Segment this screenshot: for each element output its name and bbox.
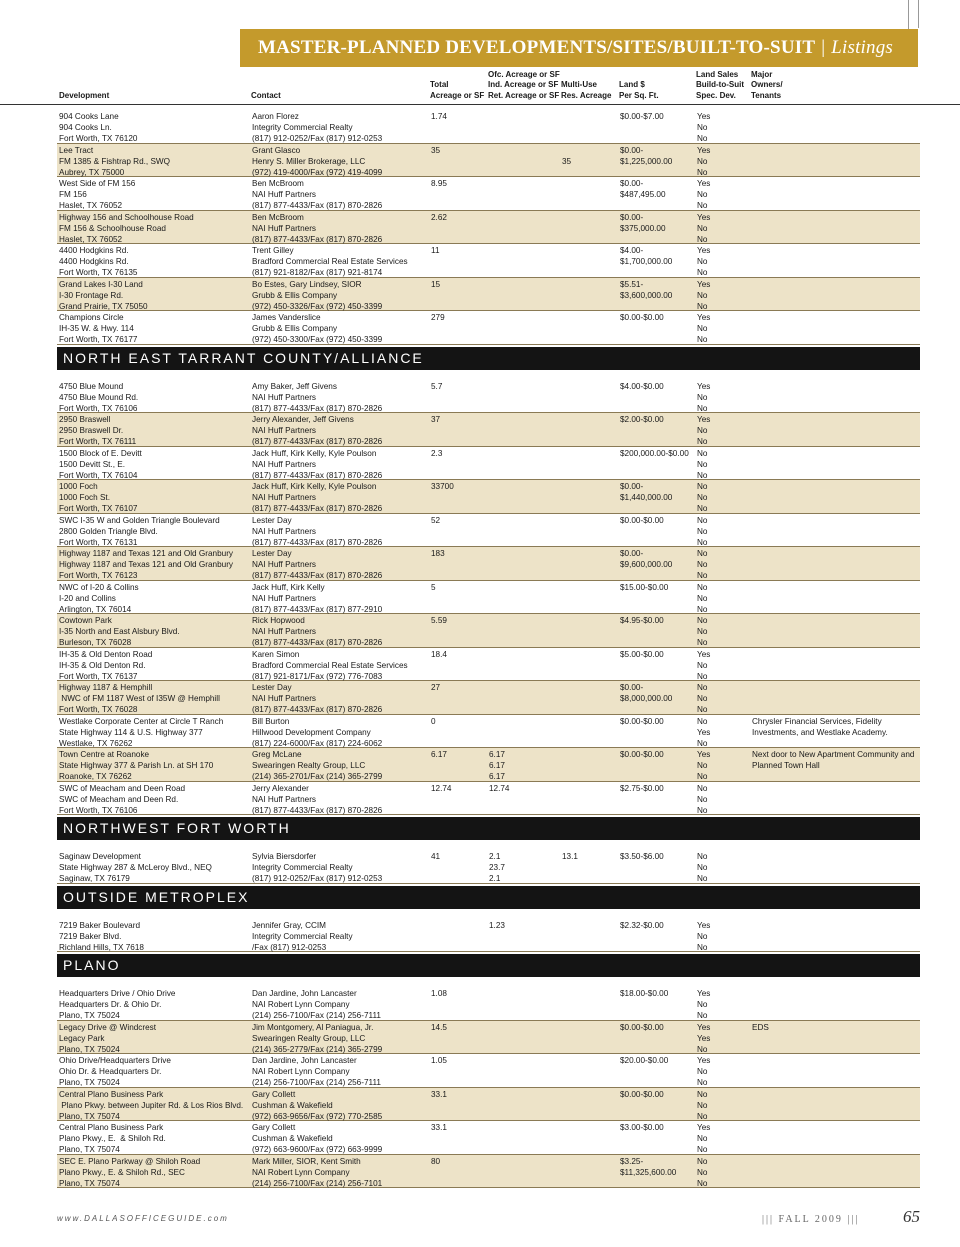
cell-total: 18.4 xyxy=(431,649,447,659)
cell-ofc: 1.23 xyxy=(489,920,505,930)
cell-development: Town Centre at Roanoke State Highway 377 & Parish Ln. at SH 170 Roanoke, TX 76262 xyxy=(59,750,214,781)
cell-land-price: $0.00-$0.00 xyxy=(620,1022,664,1032)
col-multi: Multi-Use Res. Acreage xyxy=(561,80,612,100)
page-banner xyxy=(240,29,918,67)
cell-build-to-suit: No No No xyxy=(697,482,708,513)
cell-development: 7219 Baker Boulevard 7219 Baker Blvd. Richland Hills, TX 7618 xyxy=(59,920,144,952)
table-row xyxy=(57,1121,920,1155)
cell-land-price: $0.00- $1,440,000.00 xyxy=(620,482,673,502)
col-ofc: Ofc. Acreage or SF Ind. Acreage or SF Ret. Acreage or SF xyxy=(488,69,560,100)
table-row xyxy=(57,177,920,211)
table-row xyxy=(57,514,920,548)
cell-major-tenants: Chrysler Financial Services, Fidelity Investments, and Westlake Academy. xyxy=(752,716,888,737)
cell-build-to-suit: No Yes No xyxy=(697,716,711,748)
banner-separator: | xyxy=(821,37,826,58)
cell-contact: Jennifer Gray, CCIM Integrity Commercial Realty /Fax (817) 912-0253 xyxy=(252,920,353,952)
cell-land-price: $0.00-$0.00 xyxy=(620,716,664,726)
cell-total: 80 xyxy=(431,1156,441,1166)
section-header: PLANO xyxy=(57,954,920,977)
table-row xyxy=(57,581,920,615)
cell-build-to-suit: Yes No No xyxy=(697,145,711,177)
column-header-row xyxy=(0,70,960,105)
cell-build-to-suit: Yes No No xyxy=(697,1056,711,1087)
cell-multi-use: 35 xyxy=(562,156,572,166)
cell-development: Ohio Drive/Headquarters Drive Ohio Dr. & Headquarters Dr. Plano, TX 75024 xyxy=(59,1056,171,1087)
cell-build-to-suit: Yes No No xyxy=(697,313,711,344)
table-row xyxy=(57,447,920,481)
cell-contact: Amy Baker, Jeff Givens NAI Huff Partners (817) 877-4433/Fax (817) 870-2826 xyxy=(252,381,383,413)
cell-land-price: $18.00-$0.00 xyxy=(620,989,669,998)
cell-total: 27 xyxy=(431,683,441,692)
cell-build-to-suit: Yes No No xyxy=(697,381,711,413)
cell-total: 37 xyxy=(431,415,441,424)
cell-development: Highway 1187 & Hemphill NWC of FM 1187 West of I35W @ Hemphill Fort Worth, TX 76028 xyxy=(59,683,220,714)
cell-build-to-suit: No No No xyxy=(697,852,708,883)
cell-total: 1.08 xyxy=(431,989,447,998)
cell-contact: Trent Gilley Bradford Commercial Real Estate Services (817) 921-8182/Fax (817) 921-8174 xyxy=(252,246,408,277)
page-number: 65 xyxy=(903,1207,920,1226)
cell-build-to-suit: No No No xyxy=(697,549,708,580)
cell-land-price: $0.00-$0.00 xyxy=(620,313,664,322)
cell-total: 33.1 xyxy=(431,1123,447,1132)
cell-development: 4400 Hodgkins Rd. 4400 Hodgkins Rd. Fort Worth, TX 76135 xyxy=(59,246,138,277)
section-header: NORTHWEST FORT WORTH xyxy=(57,817,920,840)
table-row xyxy=(57,547,920,581)
table-row xyxy=(57,278,920,312)
table-row xyxy=(57,850,920,884)
cell-land-price: $0.00- $9,600,000.00 xyxy=(620,549,673,569)
cell-land-price: $200,000.00-$0.00 xyxy=(620,448,689,458)
cell-development: Lee Tract FM 1385 & Fishtrap Rd., SWQ Aubrey, TX 75000 xyxy=(59,145,171,177)
cell-total: 1.74 xyxy=(431,112,447,121)
cell-land-price: $2.00-$0.00 xyxy=(620,415,664,424)
cell-land-price: $2.75-$0.00 xyxy=(620,783,664,793)
cell-contact: Bo Estes, Gary Lindsey, SIOR Grubb & Ellis Company (972) 450-3326/Fax (972) 450-3399 xyxy=(252,279,383,311)
cell-major-tenants: Next door to New Apartment Community and Planned Town Hall xyxy=(752,750,915,770)
cell-contact: Dan Jardine, John Lancaster NAI Robert Lynn Company (214) 256-7100/Fax (214) 256-7111 xyxy=(252,989,381,1020)
cell-build-to-suit: Yes No No xyxy=(697,112,711,143)
table-row xyxy=(57,919,920,953)
footer-issue: ||| FALL 2009 ||| xyxy=(762,1214,860,1225)
cell-total: 2.3 xyxy=(431,448,443,458)
cell-contact: Bill Burton Hillwood Development Company (817) 224-6000/Fax (817) 224-6062 xyxy=(252,716,383,748)
table-row xyxy=(57,614,920,648)
cell-contact: James Vanderslice Grubb & Ellis Company (972) 450-3300/Fax (972) 450-3399 xyxy=(252,313,383,344)
cell-land-price: $5.00-$0.00 xyxy=(620,649,664,659)
cell-contact: Sylvia Biersdorfer Integrity Commercial Realty (817) 912-0252/Fax (817) 912-0253 xyxy=(252,852,383,883)
cell-total: 35 xyxy=(431,145,441,155)
table-row xyxy=(57,782,920,816)
cell-build-to-suit: Yes No No xyxy=(697,212,711,244)
cell-development: Central Plano Business Park Plano Pkwy. between Jupiter Rd. & Los Rios Blvd. Plano, TX 75074 xyxy=(59,1089,244,1121)
cell-land-price: $4.00- $1,700,000.00 xyxy=(620,246,673,266)
cell-land-price: $0.00- $1,225,000.00 xyxy=(620,145,673,166)
cell-development: Highway 1187 and Texas 121 and Old Granbury Highway 1187 and Texas 121 and Old Granbury Fort Worth, TX 76123 xyxy=(59,549,234,580)
cell-total: 279 xyxy=(431,313,445,322)
cell-development: 1000 Foch 1000 Foch St. Fort Worth, TX 76107 xyxy=(59,482,138,513)
cell-land-price: $0.00-$7.00 xyxy=(620,112,664,121)
col-contact: Contact xyxy=(251,90,281,100)
cell-contact: Ben McBroom NAI Huff Partners (817) 877-4433/Fax (817) 870-2826 xyxy=(252,179,383,210)
cell-build-to-suit: No No No xyxy=(697,616,708,647)
cell-land-price: $3.00-$0.00 xyxy=(620,1123,664,1132)
cell-build-to-suit: No No No xyxy=(697,683,708,714)
cell-contact: Lester Day NAI Huff Partners (817) 877-4433/Fax (817) 870-2826 xyxy=(252,549,383,580)
table-row xyxy=(57,244,920,278)
col-major: Major Owners/ Tenants xyxy=(751,69,783,100)
cell-build-to-suit: Yes No No xyxy=(697,279,711,311)
cell-land-price: $0.00-$0.00 xyxy=(620,750,664,759)
cell-land-price: $0.00- $375,000.00 xyxy=(620,212,666,233)
cell-development: Headquarters Drive / Ohio Drive Headquarters Dr. & Ohio Dr. Plano, TX 75024 xyxy=(59,989,176,1020)
cell-build-to-suit: Yes No No xyxy=(697,246,711,277)
table-row xyxy=(57,715,920,749)
cell-development: Champions Circle IH-35 W. & Hwy. 114 Fort Worth, TX 76177 xyxy=(59,313,138,344)
cell-contact: Rick Hopwood NAI Huff Partners (817) 877-4433/Fax (817) 870-2826 xyxy=(252,616,383,647)
top-rule-2 xyxy=(918,0,919,28)
cell-land-price: $0.00-$0.00 xyxy=(620,515,664,525)
cell-development: SWC of Meacham and Deen Road SWC of Meacham and Deen Rd. Fort Worth, TX 76106 xyxy=(59,783,186,815)
col-development: Development xyxy=(59,90,110,100)
cell-land-price: $0.00- $487,495.00 xyxy=(620,179,666,199)
cell-build-to-suit: Yes No No xyxy=(697,179,711,210)
cell-contact: Jerry Alexander NAI Huff Partners (817) 877-4433/Fax (817) 870-2826 xyxy=(252,783,383,815)
cell-development: Legacy Drive @ Windcrest Legacy Park Plano, TX 75024 xyxy=(59,1022,157,1054)
banner-title: MASTER-PLANNED DEVELOPMENTS/SITES/BUILT-TO-SUIT xyxy=(258,37,816,58)
cell-ofc: 2.1 23.7 2.1 xyxy=(489,852,505,883)
cell-development: SWC I-35 W and Golden Triangle Boulevard 2800 Golden Triangle Blvd. Fort Worth, TX 76131 xyxy=(59,515,220,547)
cell-build-to-suit: Yes No No xyxy=(697,1123,711,1154)
col-land: Land $ Per Sq. Ft. xyxy=(619,80,659,100)
cell-contact: Greg McLane Swearingen Realty Group, LLC (214) 365-2701/Fax (214) 365-2799 xyxy=(252,750,383,781)
table-row xyxy=(57,211,920,245)
cell-contact: Jack Huff, Kirk Kelly, Kyle Poulson NAI Huff Partners (817) 877-4433/Fax (817) 870-2826 xyxy=(252,448,383,480)
cell-contact: Grant Glasco Henry S. Miller Brokerage, LLC (972) 419-4000/Fax (972) 419-4099 xyxy=(252,145,383,177)
cell-land-price: $5.51- $3,600,000.00 xyxy=(620,279,673,300)
cell-development: SEC E. Plano Parkway @ Shiloh Road Plano Pkwy., E. & Shiloh Rd., SEC Plano, TX 75074 xyxy=(59,1156,201,1188)
table-row xyxy=(57,1054,920,1088)
cell-land-price: $0.00- $8,000,000.00 xyxy=(620,683,673,703)
cell-total: 5.7 xyxy=(431,381,443,391)
cell-development: Saginaw Development State Highway 287 & McLeroy Blvd., NEQ Saginaw, TX 76179 xyxy=(59,852,212,883)
cell-build-to-suit: Yes No No xyxy=(697,989,711,1020)
cell-land-price: $3.50-$6.00 xyxy=(620,852,664,861)
table-row xyxy=(57,144,920,178)
cell-contact: Karen Simon Bradford Commercial Real Estate Services (817) 921-8171/Fax (972) 776-7083 xyxy=(252,649,408,681)
cell-total: 52 xyxy=(431,515,441,525)
cell-total: 11 xyxy=(431,246,440,255)
cell-total: 41 xyxy=(431,852,441,861)
cell-total: 0 xyxy=(431,716,436,726)
cell-build-to-suit: Yes No No xyxy=(697,750,711,781)
cell-development: Cowtown Park I-35 North and East Alsbury Blvd. Burleson, TX 76028 xyxy=(59,616,180,647)
cell-build-to-suit: Yes No No xyxy=(697,649,711,681)
cell-land-price: $20.00-$0.00 xyxy=(620,1056,669,1065)
cell-total: 5 xyxy=(431,582,436,592)
cell-development: 1500 Block of E. Devitt 1500 Devitt St., E. Fort Worth, TX 76104 xyxy=(59,448,142,480)
cell-land-price: $3.25- $11,325,600.00 xyxy=(620,1156,677,1177)
cell-total: 1.05 xyxy=(431,1056,447,1065)
cell-ofc: 6.17 6.17 6.17 xyxy=(489,750,505,781)
table-row xyxy=(57,413,920,447)
col-total: Total Acreage or SF xyxy=(430,80,485,100)
cell-total: 2.62 xyxy=(431,212,447,222)
cell-multi-use: 13.1 xyxy=(562,852,578,861)
table-row xyxy=(57,648,920,682)
cell-land-price: $0.00-$0.00 xyxy=(620,1089,664,1099)
cell-build-to-suit: No No No xyxy=(697,448,708,480)
table-row xyxy=(57,1155,920,1189)
table-row xyxy=(57,748,920,782)
cell-build-to-suit: No No No xyxy=(697,1089,708,1121)
cell-build-to-suit: Yes No No xyxy=(697,920,711,952)
cell-development: Westlake Corporate Center at Circle T Ranch State Highway 114 & U.S. Highway 377 Westlake, TX 76262 xyxy=(59,716,224,748)
cell-contact: Jack Huff, Kirk Kelly, Kyle Poulson NAI Huff Partners (817) 877-4433/Fax (817) 870-2826 xyxy=(252,482,383,513)
cell-contact: Jerry Alexander, Jeff Givens NAI Huff Partners (817) 877-4433/Fax (817) 870-2826 xyxy=(252,415,383,446)
cell-land-price: $2.32-$0.00 xyxy=(620,920,664,930)
cell-contact: Jack Huff, Kirk Kelly NAI Huff Partners (817) 877-4433/Fax (817) 877-2910 xyxy=(252,582,383,614)
table-row xyxy=(57,987,920,1021)
cell-development: NWC of I-20 & Collins I-20 and Collins Arlington, TX 76014 xyxy=(59,582,139,614)
cell-total: 33.1 xyxy=(431,1089,447,1099)
cell-major-tenants: EDS xyxy=(752,1022,769,1032)
table-row xyxy=(57,1021,920,1055)
cell-total: 12.74 xyxy=(431,783,452,793)
cell-contact: Lester Day NAI Huff Partners (817) 877-4433/Fax (817) 870-2826 xyxy=(252,683,383,714)
cell-contact: Dan Jardine, John Lancaster NAI Robert Lynn Company (214) 256-7100/Fax (214) 256-7111 xyxy=(252,1056,381,1087)
table-row xyxy=(57,480,920,514)
table-row xyxy=(57,110,920,144)
cell-build-to-suit: No No No xyxy=(697,515,708,547)
cell-development: 2950 Braswell 2950 Braswell Dr. Fort Worth, TX 76111 xyxy=(59,415,137,446)
cell-contact: Mark Miller, SIOR, Kent Smith NAI Robert Lynn Company (214) 256-7100/Fax (214) 256-7101 xyxy=(252,1156,383,1188)
cell-build-to-suit: Yes No No xyxy=(697,415,711,446)
table-row xyxy=(57,681,920,715)
cell-contact: Gary Collett Cushman & Wakefield (972) 663-9600/Fax (972) 663-9999 xyxy=(252,1123,383,1154)
cell-total: 5.59 xyxy=(431,616,447,625)
cell-development: West Side of FM 156 FM 156 Haslet, TX 76052 xyxy=(59,179,136,210)
section-header: OUTSIDE METROPLEX xyxy=(57,886,920,909)
cell-total: 6.17 xyxy=(431,750,447,759)
cell-ofc: 12.74 xyxy=(489,783,510,793)
cell-build-to-suit: No No No xyxy=(697,582,708,614)
cell-development: Highway 156 and Schoolhouse Road FM 156 & Schoolhouse Road Haslet, TX 76052 xyxy=(59,212,194,244)
cell-total: 8.95 xyxy=(431,179,447,188)
cell-land-price: $15.00-$0.00 xyxy=(620,582,669,592)
cell-contact: Gary Collett Cushman & Wakefield (972) 663-9656/Fax (972) 770-2585 xyxy=(252,1089,383,1121)
cell-total: 33700 xyxy=(431,482,454,491)
col-bts: Land Sales Build-to-Suit Spec. Dev. xyxy=(696,69,744,100)
cell-build-to-suit: Yes Yes No xyxy=(697,1022,711,1054)
cell-development: Central Plano Business Park Plano Pkwy., E. & Shiloh Rd. Plano, TX 75074 xyxy=(59,1123,166,1154)
cell-contact: Lester Day NAI Huff Partners (817) 877-4433/Fax (817) 870-2826 xyxy=(252,515,383,547)
cell-total: 14.5 xyxy=(431,1022,447,1032)
cell-contact: Jim Montgomery, Al Paniagua, Jr. Swearingen Realty Group, LLC (214) 365-2779/Fax (214) 365-2799 xyxy=(252,1022,383,1054)
cell-total: 15 xyxy=(431,279,441,289)
cell-contact: Ben McBroom NAI Huff Partners (817) 877-4433/Fax (817) 870-2826 xyxy=(252,212,383,244)
table-row xyxy=(57,311,920,345)
cell-development: IH-35 & Old Denton Road IH-35 & Old Denton Rd. Fort Worth, TX 76137 xyxy=(59,649,153,681)
banner-listings: Listings xyxy=(831,37,894,58)
cell-development: 904 Cooks Lane 904 Cooks Ln. Fort Worth, TX 76120 xyxy=(59,112,138,143)
table-row xyxy=(57,380,920,414)
cell-land-price: $4.00-$0.00 xyxy=(620,381,664,391)
cell-development: 4750 Blue Mound 4750 Blue Mound Rd. Fort Worth, TX 76106 xyxy=(59,381,139,413)
cell-build-to-suit: No No No xyxy=(697,1156,708,1188)
footer-website: www.DALLASOFFICEGUIDE.com xyxy=(57,1214,229,1223)
cell-total: 183 xyxy=(431,549,445,558)
table-row xyxy=(57,1088,920,1122)
section-header: NORTH EAST TARRANT COUNTY/ALLIANCE xyxy=(57,347,920,370)
cell-contact: Aaron Florez Integrity Commercial Realty (817) 912-0252/Fax (817) 912-0253 xyxy=(252,112,383,143)
listing-table xyxy=(57,110,920,1188)
cell-land-price: $4.95-$0.00 xyxy=(620,616,664,625)
cell-build-to-suit: No No No xyxy=(697,783,708,815)
cell-development: Grand Lakes I-30 Land I-30 Frontage Rd. Grand Prairie, TX 75050 xyxy=(59,279,148,311)
